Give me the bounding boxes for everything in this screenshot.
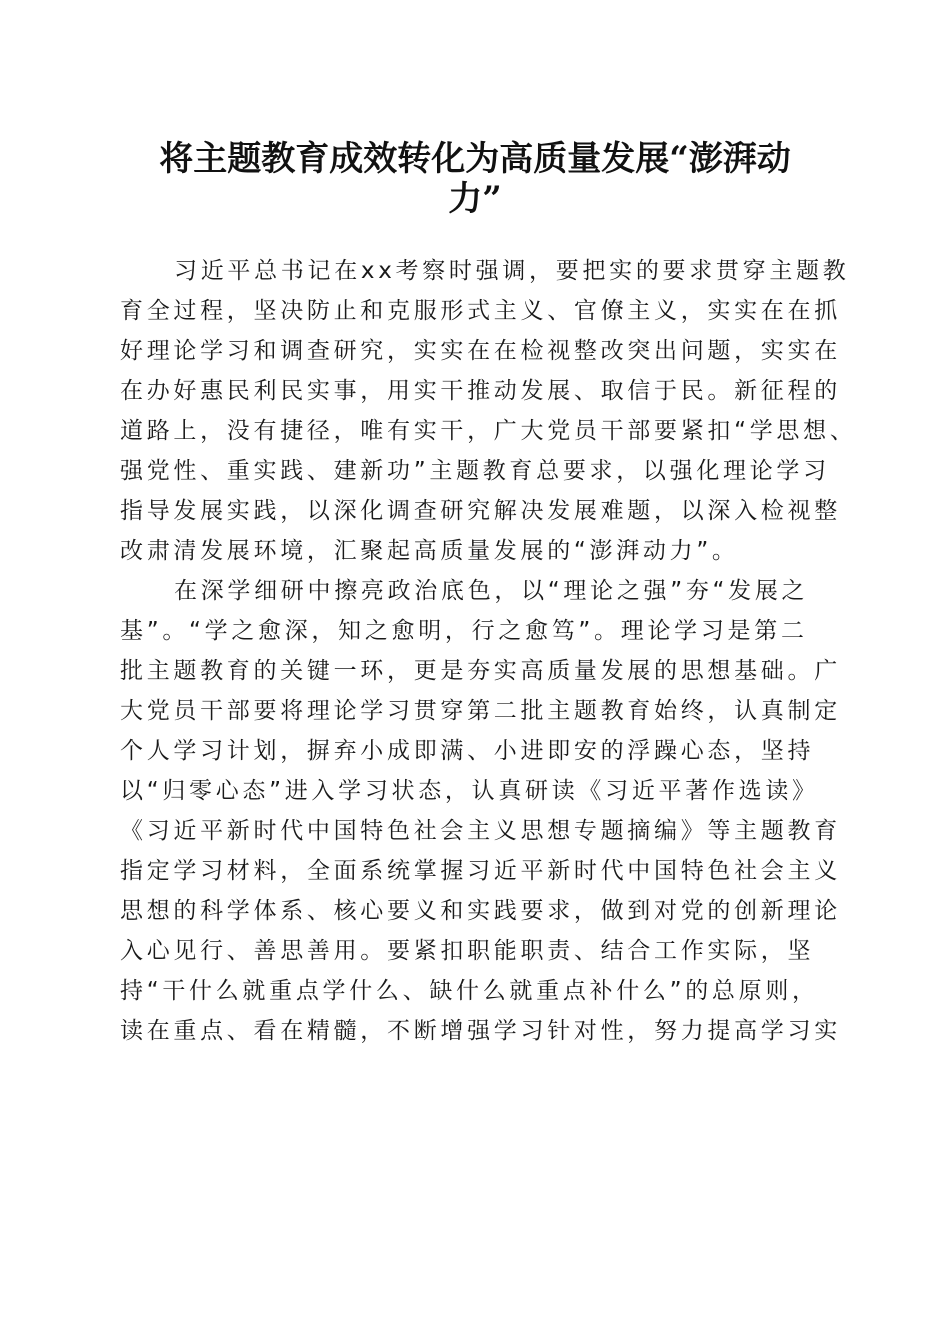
document-title	[120, 136, 830, 219]
paragraph-line: 好理论学习和调查研究，实实在在检视整改突出问题，实实在	[120, 338, 841, 364]
paragraph-line: 道路上，没有捷径，唯有实干，广大党员干部要紧扣“学思想、	[120, 418, 857, 444]
paragraph-line: 基”。“学之愈深，知之愈明，行之愈笃”。理论学习是第二	[120, 618, 808, 644]
paragraph-line: 在办好惠民利民实事，用实干推动发展、取信于民。新征程的	[120, 378, 841, 404]
paragraph-line: 《习近平新时代中国特色社会主义思想专题摘编》等主题教育	[120, 818, 841, 844]
paragraph-line: 习近平总书记在xx考察时强调，要把实的要求贯穿主题教	[174, 258, 850, 284]
paragraph-line: 大党员干部要将理论学习贯穿第二批主题教育始终，认真制定	[120, 698, 841, 724]
paragraph-line: 在深学细研中擦亮政治底色，以“理论之强”夯“发展之	[174, 578, 809, 604]
paragraph-1	[120, 251, 857, 571]
paragraph-line: 入心见行、善思善用。要紧扣职能职责、结合工作实际，坚	[120, 938, 815, 964]
title-line: 力”	[448, 179, 502, 219]
paragraph-line: 指定学习材料，全面系统掌握习近平新时代中国特色社会主义	[120, 858, 841, 884]
document-body	[120, 251, 857, 1051]
paragraph-line: 指导发展实践，以深化调查研究解决发展难题，以深入检视整	[120, 498, 841, 524]
paragraph-line: 育全过程，坚决防止和克服形式主义、官僚主义，实实在在抓	[120, 298, 841, 324]
paragraph-line: 个人学习计划，摒弃小成即满、小进即安的浮躁心态，坚持	[120, 738, 815, 764]
paragraph-line: 改肃清发展环境，汇聚起高质量发展的“澎湃动力”。	[120, 538, 739, 564]
paragraph-line: 强党性、重实践、建新功”主题教育总要求，以强化理论学习	[120, 458, 830, 484]
title-line: 将主题教育成效转化为高质量发展“澎湃动	[159, 139, 791, 179]
paragraph-line: 思想的科学体系、核心要义和实践要求，做到对党的创新理论	[120, 898, 841, 924]
paragraph-line: 持“干什么就重点学什么、缺什么就重点补什么”的总原则，	[120, 978, 819, 1004]
paragraph-2	[120, 571, 841, 1051]
paragraph-line: 以“归零心态”进入学习状态，认真研读《习近平著作选读》	[120, 778, 819, 804]
paragraph-line: 批主题教育的关键一环，更是夯实高质量发展的思想基础。广	[120, 658, 841, 684]
paragraph-line: 读在重点、看在精髓，不断增强学习针对性，努力提高学习实	[120, 1018, 841, 1044]
